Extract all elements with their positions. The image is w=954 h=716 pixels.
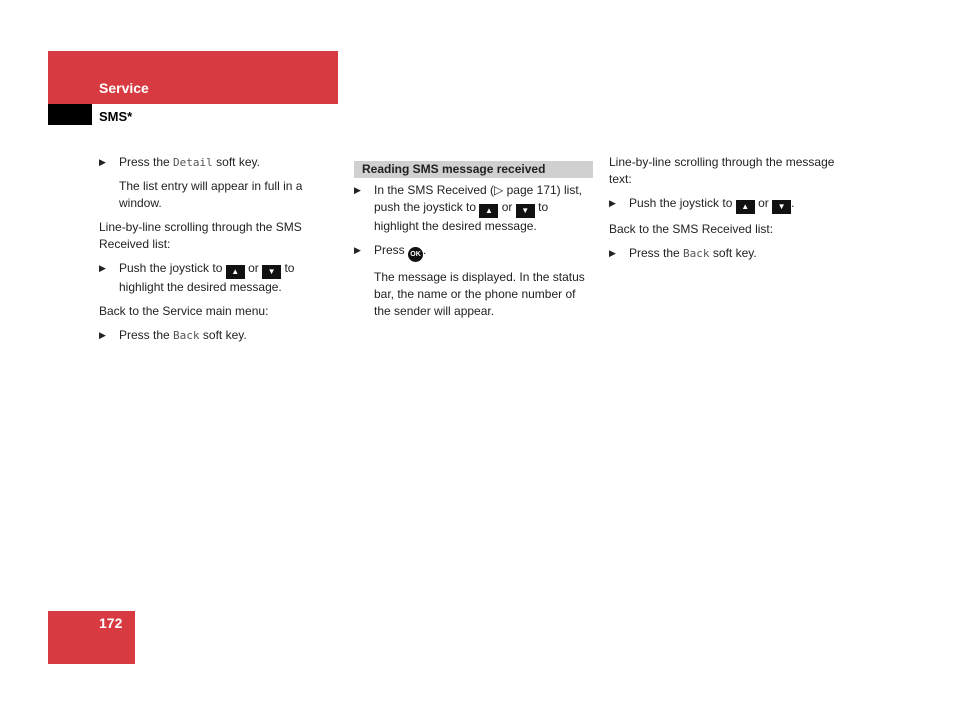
column-2 — [354, 161, 594, 327]
bullet-icon: ▶ — [354, 185, 361, 195]
arrow-up-icon: ▲ — [226, 265, 245, 279]
back-softkey-label: Back — [173, 329, 200, 342]
step-press-detail: ▶ Press the Detail soft key. — [99, 155, 260, 169]
arrow-down-icon: ▼ — [772, 200, 791, 214]
arrow-down-icon: ▼ — [516, 204, 535, 218]
bullet-icon: ▶ — [99, 157, 106, 167]
back-softkey-label: Back — [683, 247, 710, 260]
bullet-icon: ▶ — [99, 330, 106, 340]
subsection-title: SMS* — [99, 109, 133, 124]
column-1 — [99, 154, 321, 351]
column-3 — [609, 154, 849, 269]
step-result: The list entry will appear in full in a window. — [119, 179, 303, 210]
page-number: 172 — [99, 615, 123, 631]
ok-button-icon: OK — [408, 247, 423, 262]
step-push-joystick: ▶ In the SMS Received (▷ page 171) list, push the joystick to ▲ or ▼ to highlight the desired message. — [354, 183, 582, 233]
step-push-joystick: ▶ Push the joystick to ▲ or ▼ . — [609, 195, 849, 214]
bullet-icon: ▶ — [609, 198, 616, 208]
paragraph: Back to the Service main menu: — [99, 304, 269, 318]
detail-softkey-label: Detail — [173, 156, 213, 169]
header-marker — [48, 104, 92, 125]
paragraph: Line-by-line scrolling through the SMS Received list: — [99, 220, 302, 251]
bullet-icon: ▶ — [354, 245, 361, 255]
step-result: The message is displayed. In the status bar, the name or the phone number of the sender will appear. — [374, 270, 585, 318]
step-press-back: ▶ Press the Back soft key. — [99, 328, 247, 342]
paragraph: Line-by-line scrolling through the message text: — [609, 155, 835, 186]
arrow-up-icon: ▲ — [736, 200, 755, 214]
section-heading: Reading SMS message received — [354, 161, 593, 178]
step-press-ok: ▶ Press OK . — [354, 242, 594, 262]
section-title: Service — [99, 80, 149, 96]
arrow-up-icon: ▲ — [479, 204, 498, 218]
bullet-icon: ▶ — [609, 248, 616, 258]
step-push-joystick: ▶ Push the joystick to ▲ or ▼ to highlight the desired message. — [99, 261, 295, 294]
arrow-down-icon: ▼ — [262, 265, 281, 279]
header-band — [48, 51, 338, 104]
bullet-icon: ▶ — [99, 263, 106, 273]
step-press-back: ▶ Press the Back soft key. — [609, 246, 757, 260]
paragraph: Back to the SMS Received list: — [609, 222, 774, 236]
